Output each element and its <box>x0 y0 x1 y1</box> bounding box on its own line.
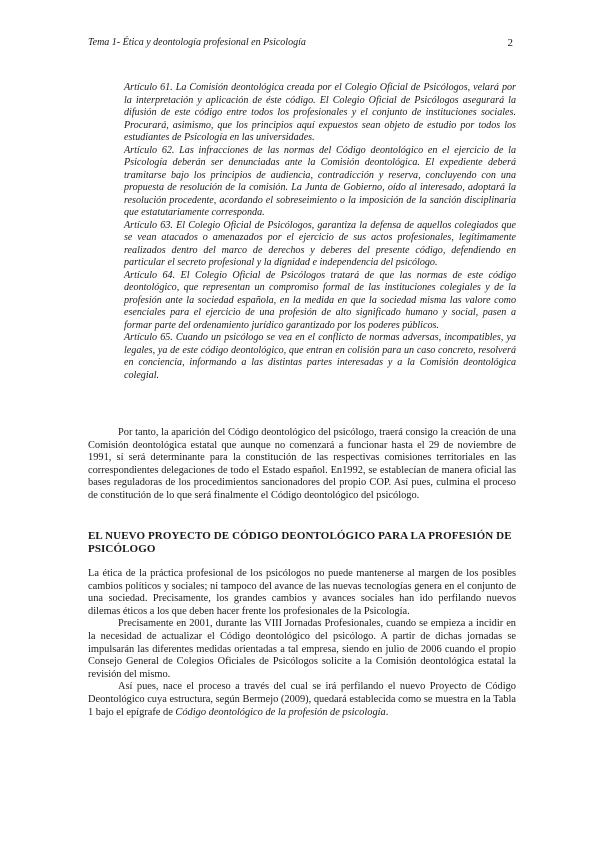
page-number: 2 <box>507 37 513 49</box>
paragraph-2: Precisamente en 2001, durante las VIII Jornadas Profesionales, cuando se empieza a incidir en la necesidad de actualizar el Código deontológico del psicólogo. A partir de dichas jornadas se impulsarán las diferentes medidas orientadas a tal empresa, siendo en julio de 2006 cuando el propio Consejo General de Colegios Oficiales de Psicólogos solicite a la Comisión deontológica estatal la revisión del mismo. <box>88 618 516 680</box>
article-61: Artículo 61. La Comisión deontológica creada por el Colegio Oficial de Psicólogos, velará por la interpretación y aplicación de éste código. El Colegio Oficial de Psicólogos asegurará la difusión de este código entre todos los profesionales y el conjunto de instituciones sociales. Procurará, asimismo, que los principios aquí expuestos sean objeto de estudio por todos los estudiantes de Psicología en las universidades. <box>124 82 516 143</box>
article-63: Artículo 63. El Colegio Oficial de Psicólogos, garantiza la defensa de aquellos colegiados que se vean atacados o amenazados por el ejercicio de sus actos profesionales, legítimamente realizados dentro del marco de derechos y deberes del presente código, defendiendo en particular el secreto profesional y la dignidad e independencia del psicólogo. <box>124 219 516 268</box>
section-heading: EL NUEVO PROYECTO DE CÓDIGO DEONTOLÓGICO PARA LA PROFESIÓN DE PSICÓLOGO <box>88 530 512 555</box>
quoted-articles <box>124 82 516 382</box>
paragraph-3-text: Así pues, nace el proceso a través del cual se irá perfilando el nuevo Proyecto de Código Deontológico cuya estructura, según Bermejo (2009), quedará establecida como se muestra en la Tabla 1 bajo el epígrafe de <box>88 681 516 718</box>
summary-section <box>88 427 516 503</box>
paragraph-1: La ética de la práctica profesional de los psicólogos no puede mantenerse al margen de los posibles cambios políticos y sociales; ni tampoco del avance de las nuevas tecnologías genera en el conjunto de una sociedad. Precisamente, los grandes cambios y avances sociales han ido perfilando nuevos dilemas éticos a los que deben hacer frente los profesionales de la Psicología. <box>88 568 516 617</box>
paragraph-3 <box>88 681 516 719</box>
article-62: Artículo 62. Las infracciones de las normas del Código deontológico en el ejercicio de la Psicología deberán ser denunciadas ante la Comisión deontológica. El expediente deberá tramitarse bajo los principios de audiencia, contradicción y reserva, concluyendo con una propuesta de resolución de la comisión. La Junta de Gobierno, oído al interesado, adoptará la resolución procedente, acordando el sobreseimiento o la imposición de la sanción disciplinaria que estatutariamente corresponda. <box>124 144 516 218</box>
page-header <box>88 37 513 48</box>
paragraph-3-end: . <box>385 706 389 718</box>
code-title-italic: Código deontológico de la profesión de psicología <box>175 706 386 718</box>
header-title: Tema 1- Ética y deontología profesional en Psicología <box>88 37 306 48</box>
summary-paragraph: Por tanto, la aparición del Código deontológico del psicólogo, traerá consigo la creación de una Comisión deontológica estatal que aunque no comenzará a funcionar hasta el 29 de noviembre de 1991, sí será determinante para la constitución de las respectivas comisiones territoriales en las correspondientes delegaciones de todo el Estado español. En1992, se establecían de manera oficial las bases reguladoras de los procedimientos sancionadores del propio COP. Así pues, culmina el proceso de constitución de lo que será finalmente el Código deontológico del psicólogo. <box>88 427 516 501</box>
article-64: Artículo 64. El Colegio Oficial de Psicólogos tratará de que las normas de este código deontológico, que representan un compromiso formal de las instituciones colegiales y de la profesión ante la sociedad española, en la medida en que la sociedad misma las valore como esenciales para el ejercicio de una profesión de alto significado humano y social, pasen a formar parte del ordenamiento jurídico garantizado por los poderes públicos. <box>124 269 516 331</box>
article-65: Artículo 65. Cuando un psicólogo se vea en el conflicto de normas adversas, incompatibles, ya legales, ya de este código deontológico, que entran en colisión para un caso concreto, resolverá en conciencia, informando a las distintas partes interesadas y a la Comisión deontológica colegial. <box>124 332 516 381</box>
section-body <box>88 568 516 719</box>
